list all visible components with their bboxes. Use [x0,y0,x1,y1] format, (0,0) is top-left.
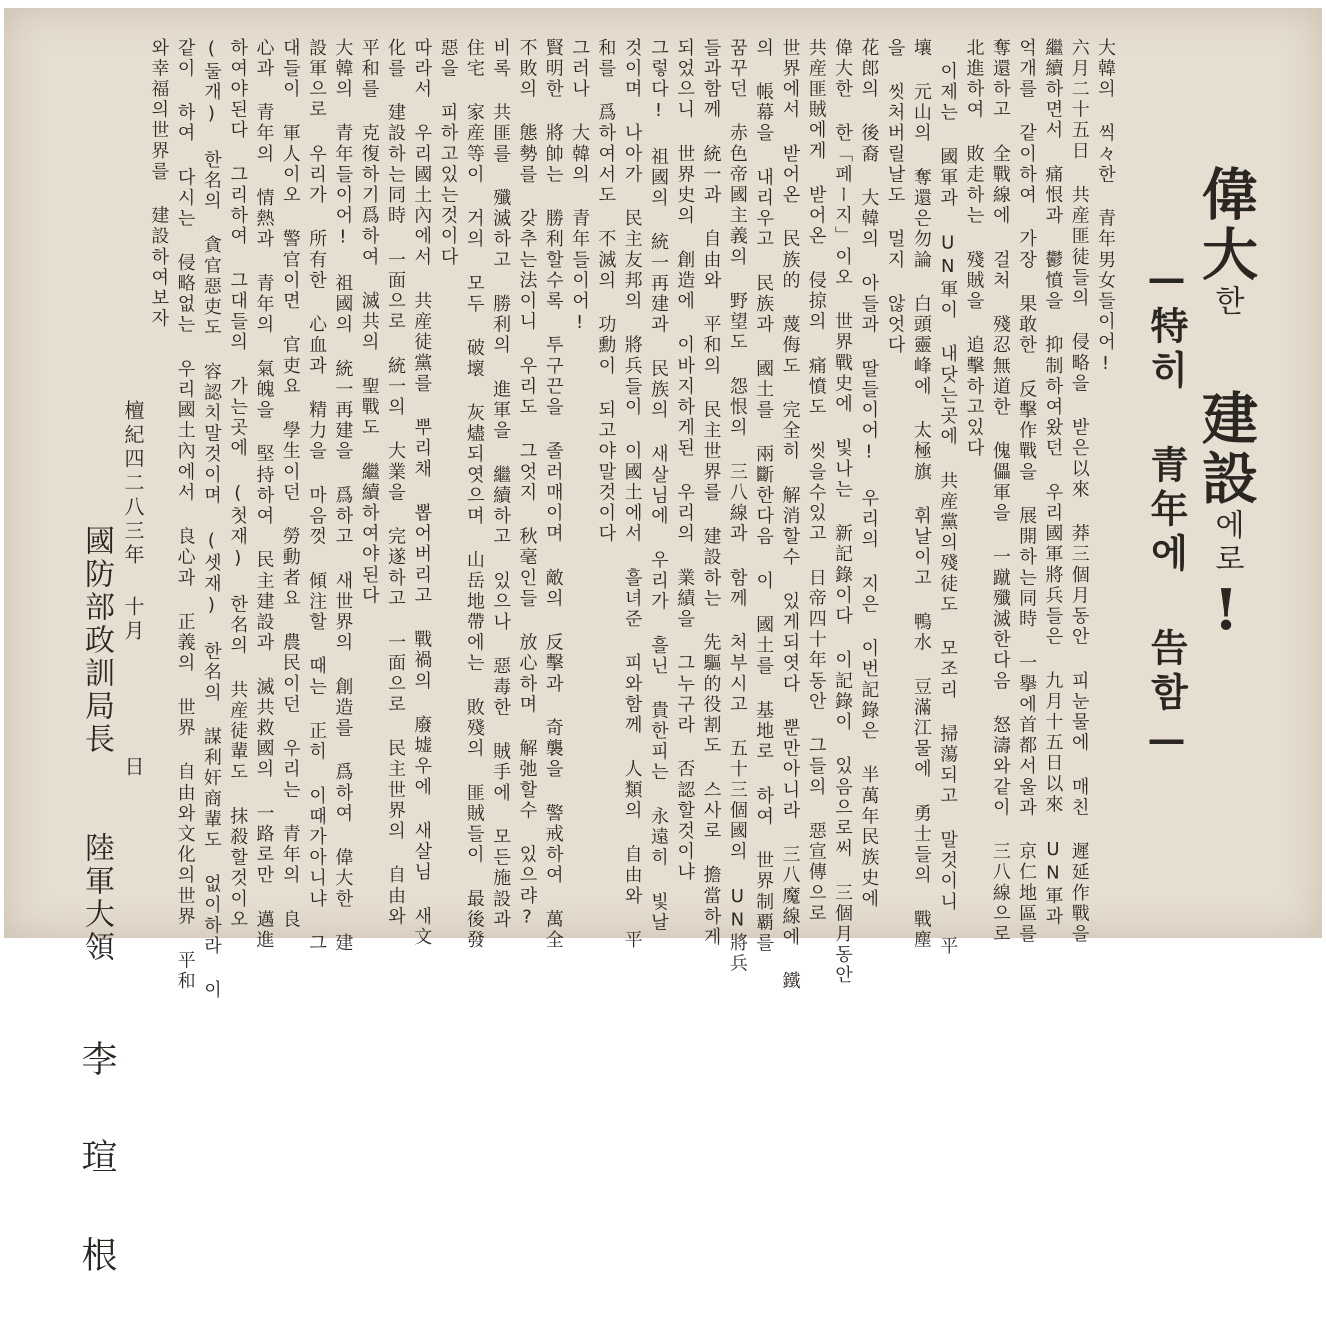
text-column: 化를 建設하는同時 一面으로 統一의 大業을 完遂하고 一面으로 民主世界의 自由와 [384,38,406,928]
text-column: 繼續하면서 痛恨과 鬱憤을 抑制하여왔던 우리國軍將兵들은 九月十五日以來 UN軍과 [1042,38,1064,928]
title-text: ! [1193,577,1259,647]
text-column: 억개를 같이하여 가장 果敢한 反擊作戰을 展開하는同時 一擧에首都서울과 京仁地區를 [1016,38,1038,945]
text-column: 그러나 大韓의 青年들이어! [569,38,591,336]
text-column: 것이며 나아가 民主友邦의 將兵들이 이國土에서 흘녀준 피와함께 人類의 自由와 平 [621,38,643,951]
text-column: 따라서 우리國土內에서 共産徒黨를 뿌리채 뽑어버리고 戰禍의 廢墟우에 새살님 새文 [411,38,433,948]
text-column: 設軍으로 우리가 所有한 心血과 精力을 마음껏 傾注할 때는 正히 이때가아니냐 그 [306,38,328,954]
text-column: 꿈꾸던 赤色帝國主義의 野望도 怨恨의 三八線과 함께 처부시고 五十三個國의 UN將兵 [726,38,748,975]
text-column: 의 帳幕을 내리우고 民族과 國土를 兩斷한다음 이 國土를 基地로 하여 世界制覇를 [753,38,775,954]
text-column: 北進하여 敗走하는 殘賊을 追擊하고있다 [963,38,985,459]
text-column: 와幸福의世界를 建設하여보자 [148,38,170,330]
text-column: 을 씻처버릴날도 멀지 않엇다 [884,38,906,356]
text-column: 大韓의 씩々한 青年男女들이어! [1095,38,1116,377]
text-column: 비록 共匪를 殲滅하고 勝利의 進軍을 繼續하고 있으나 惡毒한 賊手에 모든施設과 [490,38,512,931]
text-column: (둘개) 한名의 貪官惡吏도 容認치말것이며 (셋재) 한名의 謀利奸商輩도 없이하라 이 [200,38,222,1001]
text-column: 이제는 國軍과 UN軍이 내닷는곳에 共産黨의殘徒도 모조리 掃蕩되고 말것이니 平 [937,38,959,957]
text-column: 世界에서 받어온 民族的 蔑侮도 完全히 解消할수 있게되엿다 뿐만아니라 三八魔線에 鐵 [779,38,801,992]
title-text: 한 [1209,285,1244,319]
text-column: 平和를 克復하기爲하여 滅共의 聖戰도 繼續하여야된다 [358,38,380,607]
text-column: 共産匪賊에게 받어온 侵掠의 痛憤도 씻을수있고 日帝四十年동안 그들의 惡宣傳으로 [805,38,827,925]
text-column: 들과함께 統一과 自由와 平和의 民主世界를 建設하는 先驅的役割도 스사로 擔當하게 [700,38,722,948]
text-column: 惡을 피하고있는것이다 [437,38,459,268]
signature-title: 國防部政訓局長 陸軍大領 [79,525,114,1040]
document-title [1193,165,1259,647]
document-subtitle: —特히 青年에 告함— [1144,255,1189,767]
title-text: 偉大 [1193,165,1259,285]
text-column: 그렇다! 祖國의 統一再建과 民族의 새살님에 우리가 흘닌 貴한피는 永遠히 빛날 [647,38,669,934]
text-column: 不敗의 態勢를 갖추는法이니 우리도 그엇지 秋毫인들 放心하며 解弛할수 있으랴? [516,38,538,931]
text-column: 壤 元山의 奪還은勿論 白頭靈峰에 太極旗 휘날이고 鴨水 豆滿江물에 勇士들의 戰塵 [910,38,932,951]
text-column: 住宅 家産等이 거의 모두 破壞 灰燼되엿으며 山岳地帶에는 敗殘의 匪賊들이 最後發 [463,38,485,951]
text-column: 奪還하고 全戰線에 걸처 殘忍無道한 傀儡軍을 一蹴殲滅한다음 怒濤와같이 三八線으로 [989,38,1011,945]
text-column: 偉大한 한「페ー지」이오 世界戰史에 빛나는 新記錄이다 이記錄이 있음으로써 三個月동안 [832,38,854,986]
text-column: 和를 爲하여서도 不滅의 功勳이 되고야말것이다 [595,38,617,545]
title-text: 建設 [1193,319,1259,509]
text-column: 대들이 軍人이오 警官이면 官吏요 學生이던 勞動者요 農民이던 우리는 青年의 良 [279,38,301,931]
text-column: 같이 하여 다시는 侵略없는 우리國土內에서 良心과 正義의 世界 自由와文化의世界 平和 [174,38,196,992]
text-column: 六月二十五日 共産匪徒들의 侵略을 받은以來 莽三個月동안 피눈물에 매친 遲延作戰을 [1068,38,1090,945]
text-column: 大韓의 青年들이어! 祖國의 統一再建을 爲하고 새世界의 創造를 爲하여 偉大한 建 [332,38,354,954]
text-column: 心과 青年의 情熱과 青年의 氣魄을 堅持하여 民主建設과 滅共救國의 一路로만 邁進 [253,38,275,951]
signature [76,525,117,1334]
text-column: 하여야된다 그리하여 그대들의 가는곳에 (첫재) 한名의 共産徒輩도 抹殺할것이오 [227,38,249,931]
title-text: 에로 [1209,509,1244,577]
signature-name: 李瑄根 [76,1040,117,1334]
date-line: 檀紀四二八三年 十月 日 [121,400,145,780]
text-column: 되었으니 世界史의 創造에 이바지하게된 우리의 業績을 그누구라 否認할것이냐 [674,38,696,883]
text-column: 花郎의 後裔 大韓의 아들과 딸들이어! 우리의 지은 이번記錄은 半萬年民族史에 [858,38,880,910]
text-column: 賢明한 將帥는 勝利할수록 투구끈을 졸러매이며 敵의 反擊과 奇襲을 警戒하여 萬全 [542,38,564,951]
body-text [145,38,1118,1001]
